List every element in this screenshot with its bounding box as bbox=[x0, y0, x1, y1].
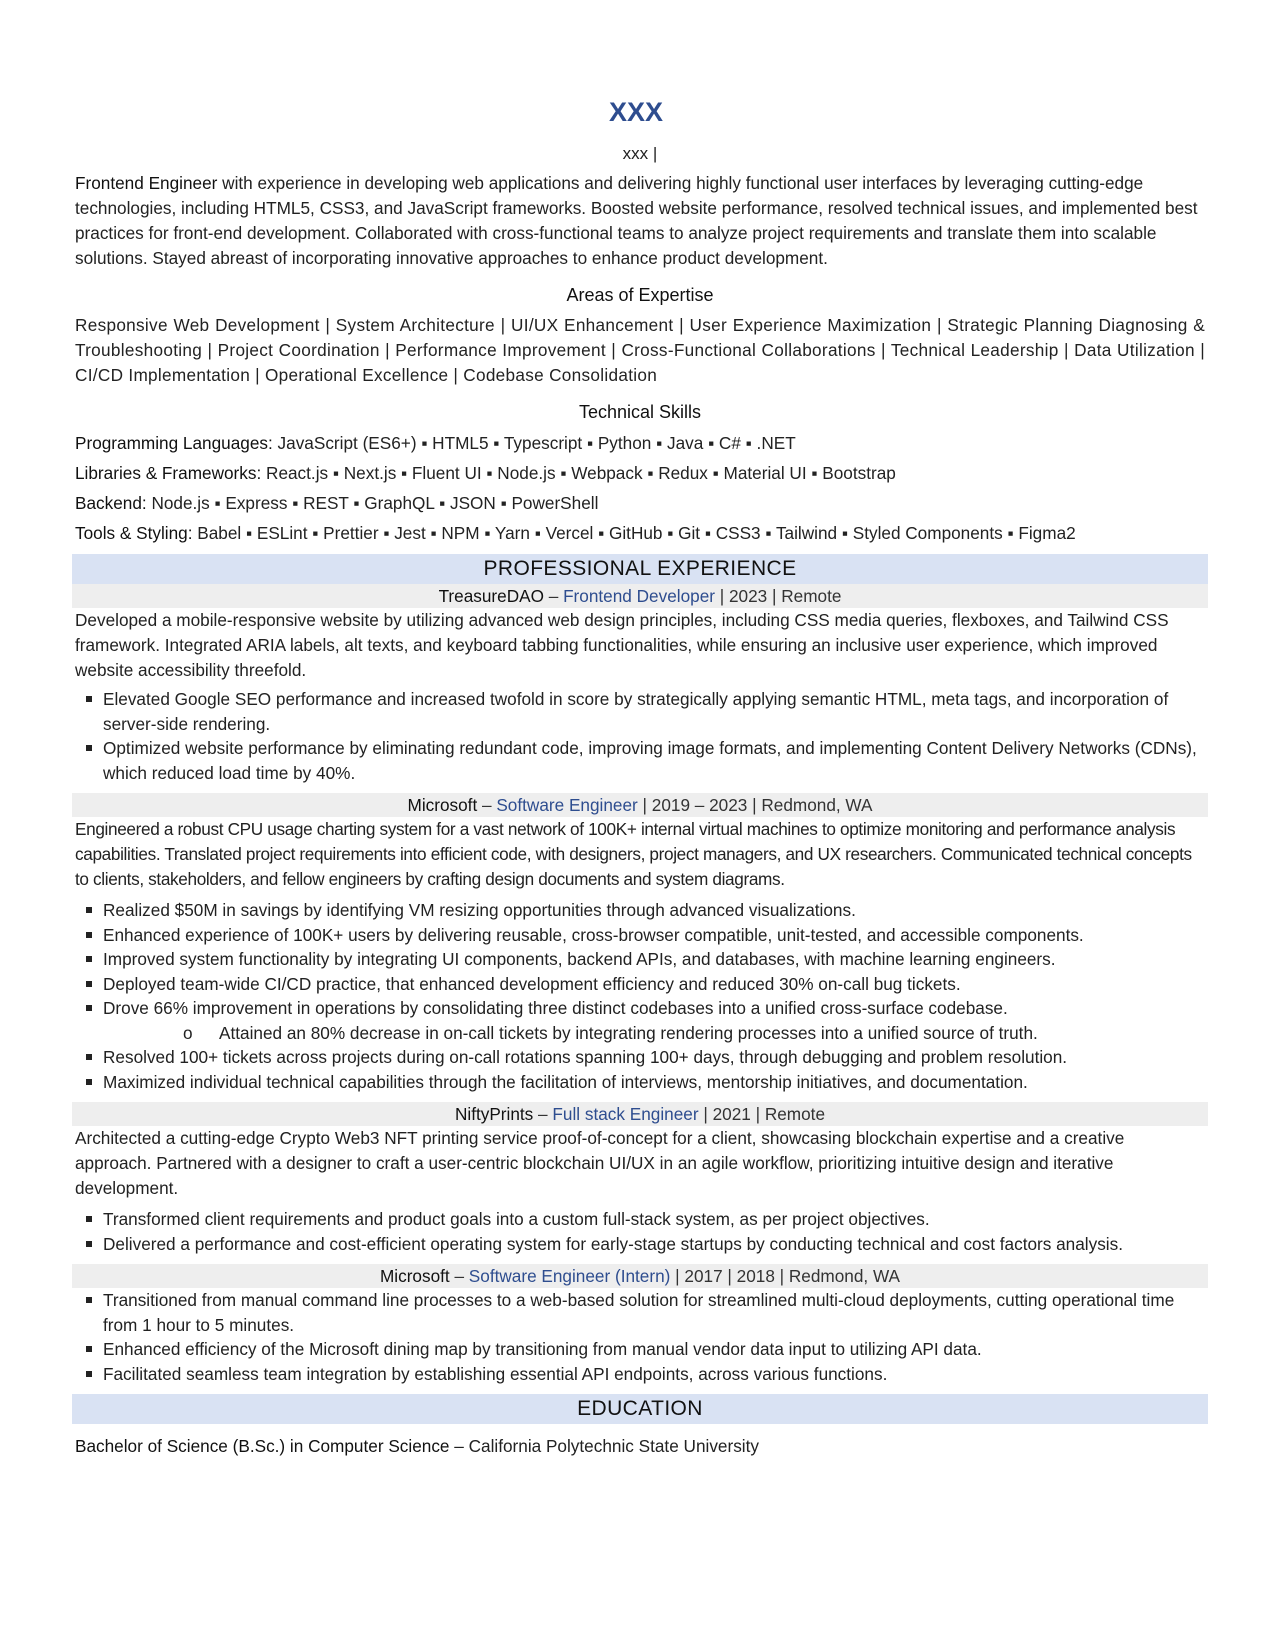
skills-row bbox=[75, 458, 1205, 488]
job-role: Software Engineer bbox=[496, 795, 638, 815]
job-meta: | 2021 | Remote bbox=[698, 1104, 826, 1124]
job-company: NiftyPrints bbox=[454, 1104, 534, 1124]
list-item: Realized $50M in savings by identifying VM resizing opportunities through advanced visualizations. bbox=[75, 898, 1205, 923]
job-company: Microsoft bbox=[407, 795, 478, 815]
resume-page bbox=[75, 95, 1205, 1459]
job-role: Frontend Developer bbox=[563, 586, 715, 606]
summary-lead: Frontend Engineer bbox=[75, 173, 218, 193]
job-company: TreasureDAO bbox=[438, 586, 544, 606]
list-item: Optimized website performance by eliminating redundant code, improving image formats, and implementing Content Delivery Networks (CDNs), which reduced load time by 40%. bbox=[75, 736, 1205, 785]
job-bullets bbox=[75, 1207, 1205, 1256]
skills-label: Tools & Styling: bbox=[75, 523, 193, 543]
job-separator: – bbox=[543, 586, 564, 606]
professional-summary bbox=[75, 171, 1205, 271]
skills-block bbox=[75, 428, 1205, 548]
sub-list-item-text: Attained an 80% decrease in on-call tickets by integrating rendering processes into a unified source of truth. bbox=[219, 1022, 1038, 1043]
list-item: Transitioned from manual command line processes to a web-based solution for streamlined multi-cloud deployments, cutting operational time from 1 hour to 5 minutes. bbox=[75, 1288, 1205, 1337]
list-item: Elevated Google SEO performance and increased twofold in score by strategically applying semantic HTML, meta tags, and incorporation of server-side rendering. bbox=[75, 687, 1205, 736]
job-summary: Developed a mobile-responsive website by utilizing advanced web design principles, including CSS media queries, flexboxes, and Tailwind CSS framework. Integrated ARIA labels, alt texts, and keyboard tabbing functionalities, while ensuring an inclusive user experience, which improved website accessibility threefold. bbox=[75, 610, 1169, 680]
job-meta: | 2023 | Remote bbox=[714, 586, 842, 606]
job-header bbox=[72, 584, 1208, 608]
skills-label: Libraries & Frameworks: bbox=[75, 463, 262, 483]
list-item: Enhanced experience of 100K+ users by delivering reusable, cross-browser compatible, unit-tested, and accessible components. bbox=[75, 923, 1205, 948]
list-item: Maximized individual technical capabilities through the facilitation of interviews, mentorship initiatives, and documentation. bbox=[75, 1070, 1205, 1095]
list-item: Improved system functionality by integrating UI components, backend APIs, and databases, with machine learning engineers. bbox=[75, 947, 1205, 972]
candidate-name: XXX bbox=[608, 97, 664, 127]
job-company: Microsoft bbox=[379, 1266, 450, 1286]
skills-row bbox=[75, 428, 1205, 458]
education-entry bbox=[75, 1434, 1205, 1459]
skills-value: Babel ▪ ESLint ▪ Prettier ▪ Jest ▪ NPM ▪ Yarn ▪ Vercel ▪ GitHub ▪ Git ▪ CSS3 ▪ Tailwind ▪ Styled Components ▪ Figma2 bbox=[192, 523, 1076, 543]
list-item: Resolved 100+ tickets across projects during on-call rotations spanning 100+ days, through debugging and problem resolution. bbox=[75, 1045, 1205, 1070]
sub-list-item bbox=[75, 1021, 1205, 1046]
skills-value: Node.js ▪ Express ▪ REST ▪ GraphQL ▪ JSON ▪ PowerShell bbox=[146, 493, 599, 513]
hollow-bullet-icon: o bbox=[183, 1022, 193, 1043]
job-role: Full stack Engineer bbox=[552, 1104, 699, 1124]
job-separator: – bbox=[449, 1266, 469, 1286]
job-summary: Engineered a robust CPU usage charting system for a vast network of 100K+ internal virtual machines to optimize monitoring and performance analysis capabilities. Translated project requirements into efficient code, with designers, project managers, and UX researchers. Communicated technical concepts to clients, stakeholders, and fellow engineers by crafting design documents and system diagrams. bbox=[75, 819, 1192, 889]
skills-value: JavaScript (ES6+) ▪ HTML5 ▪ Typescript ▪ Python ▪ Java ▪ C# ▪ .NET bbox=[272, 433, 796, 453]
job-meta: | 2019 – 2023 | Redmond, WA bbox=[637, 795, 873, 815]
expertise-heading: Areas of Expertise bbox=[566, 285, 714, 305]
list-item: Delivered a performance and cost-efficient operating system for early-stage startups by conducting technical and cost factors analysis. bbox=[75, 1232, 1205, 1257]
contact-line: xxx | bbox=[622, 144, 658, 163]
skills-row bbox=[75, 518, 1205, 548]
expertise-list: Responsive Web Development | System Architecture | UI/UX Enhancement | User Experience Maximization | Strategic Planning Diagnosing & Troubleshooting | Project Coordination | Performance Improvement | Cross-Functional Collaborations | Technical Leadership | Data Utilization | CI/CD Implementation | Operational Excellence | Codebase Consolidation bbox=[75, 315, 1205, 385]
job-separator: – bbox=[533, 1104, 553, 1124]
job-separator: – bbox=[477, 795, 497, 815]
job-meta: | 2017 | 2018 | Redmond, WA bbox=[670, 1266, 901, 1286]
summary-text: with experience in developing web applications and delivering highly functional user interfaces by leveraging cutting-edge technologies, including HTML5, CSS3, and JavaScript frameworks. Boosted website performance, resolved technical issues, and implemented best practices for front-end development. Collaborated with cross-functional teams to analyze project requirements and translate them into scalable solutions. Stayed abreast of incorporating innovative approaches to enhance product development. bbox=[75, 173, 1198, 268]
job-summary: Architected a cutting-edge Crypto Web3 NFT printing service proof-of-concept for a client, showcasing blockchain expertise and a creative approach. Partnered with a designer to craft a user-centric blockchain UI/UX in an agile workflow, prioritizing intuitive design and iterative development. bbox=[75, 1128, 1125, 1198]
list-item: Enhanced efficiency of the Microsoft dining map by transitioning from manual vendor data input to utilizing API data. bbox=[75, 1337, 1205, 1362]
education-school: – California Polytechnic State University bbox=[449, 1436, 759, 1456]
skills-row bbox=[75, 488, 1205, 518]
list-item: Facilitated seamless team integration by establishing essential API endpoints, across various functions. bbox=[75, 1362, 1205, 1387]
experience-section-heading: PROFESSIONAL EXPERIENCE bbox=[72, 554, 1208, 584]
skills-value: React.js ▪ Next.js ▪ Fluent UI ▪ Node.js ▪ Webpack ▪ Redux ▪ Material UI ▪ Bootstrap bbox=[261, 463, 896, 483]
job-header bbox=[72, 1264, 1208, 1288]
list-item: Drove 66% improvement in operations by consolidating three distinct codebases into a unified cross-surface codebase. bbox=[75, 996, 1205, 1021]
job-bullets bbox=[75, 898, 1205, 1094]
job-role: Software Engineer (Intern) bbox=[468, 1266, 671, 1286]
skills-label: Backend: bbox=[75, 493, 147, 513]
education-degree: Bachelor of Science (B.Sc.) in Computer Science bbox=[75, 1436, 450, 1456]
job-header bbox=[72, 793, 1208, 817]
list-item: Deployed team-wide CI/CD practice, that enhanced development efficiency and reduced 30% on-call bug tickets. bbox=[75, 972, 1205, 997]
job-bullets bbox=[75, 1288, 1205, 1386]
skills-label: Programming Languages: bbox=[75, 433, 273, 453]
job-bullets bbox=[75, 687, 1205, 785]
job-header bbox=[72, 1102, 1208, 1126]
education-section-heading: EDUCATION bbox=[72, 1394, 1208, 1424]
skills-heading: Technical Skills bbox=[578, 402, 702, 422]
list-item: Transformed client requirements and product goals into a custom full-stack system, as per project objectives. bbox=[75, 1207, 1205, 1232]
